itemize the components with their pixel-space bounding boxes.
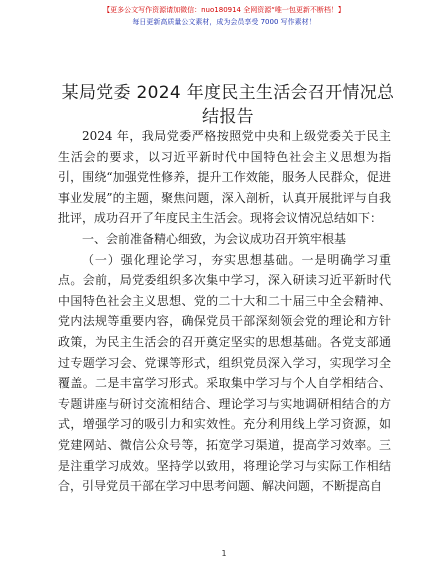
section-heading: 一、会前准备精心细致，为会议成功召开筑牢根基 (82, 231, 347, 246)
promo-banner (0, 4, 448, 28)
promo-banner-line1: 【更多公文写作资源请加微信：nuo180914 全网资源“唯一包更新不断档！】 (103, 6, 345, 14)
document-body (58, 126, 391, 497)
promo-banner-line2: 每日更新高质量公文素材，成为会员享受 7000 写作素材！ (132, 18, 316, 26)
intro-paragraph: 2024 年，我局党委严格按照党中央和上级党委关于民主生活会的要求，以习近平新时代中国特色社会主义思想为指引，围绕“加强党性修养，提升工作效能，服务人民群众，促进事业发展”的主题，聚焦问题，深入剖析，认真开展批评与自我批评，成功召开了年度民主生活会。现将会议情况总结如下： (58, 129, 391, 226)
document-title: 某局党委 2024 年度民主生活会召开情况总结报告 (61, 83, 395, 127)
body-paragraph: （一）强化理论学习，夯实思想基础。一是明确学习重点。会前，局党委组织多次集中学习，深入研读习近平新时代中国特色社会主义思想、党的二十大和二十届三中全会精神、党内法规等重要内容，确保党员干部深刻领会党的理论和方针政策，为民主生活会的召开奠定坚实的思想基础。各党支部通过专题学习会、党课等形式，组织党员深入学习，实现学习全覆盖。二是丰富学习形式。采取集中学习与个人自学相结合、专题讲座与研讨交流相结合、理论学习与实地调研相结合的方式，增强学习的吸引力和实效性。充分利用线上学习资源，如党建网站、微信公众号等，拓宽学习渠道，提高学习效率。三是注重学习成效。坚持学以致用，将理论学习与实际工作相结合，引导党员干部在学习中思考问题、解决问题，不断提高自 (58, 252, 391, 494)
page-number: 1 (221, 549, 227, 558)
